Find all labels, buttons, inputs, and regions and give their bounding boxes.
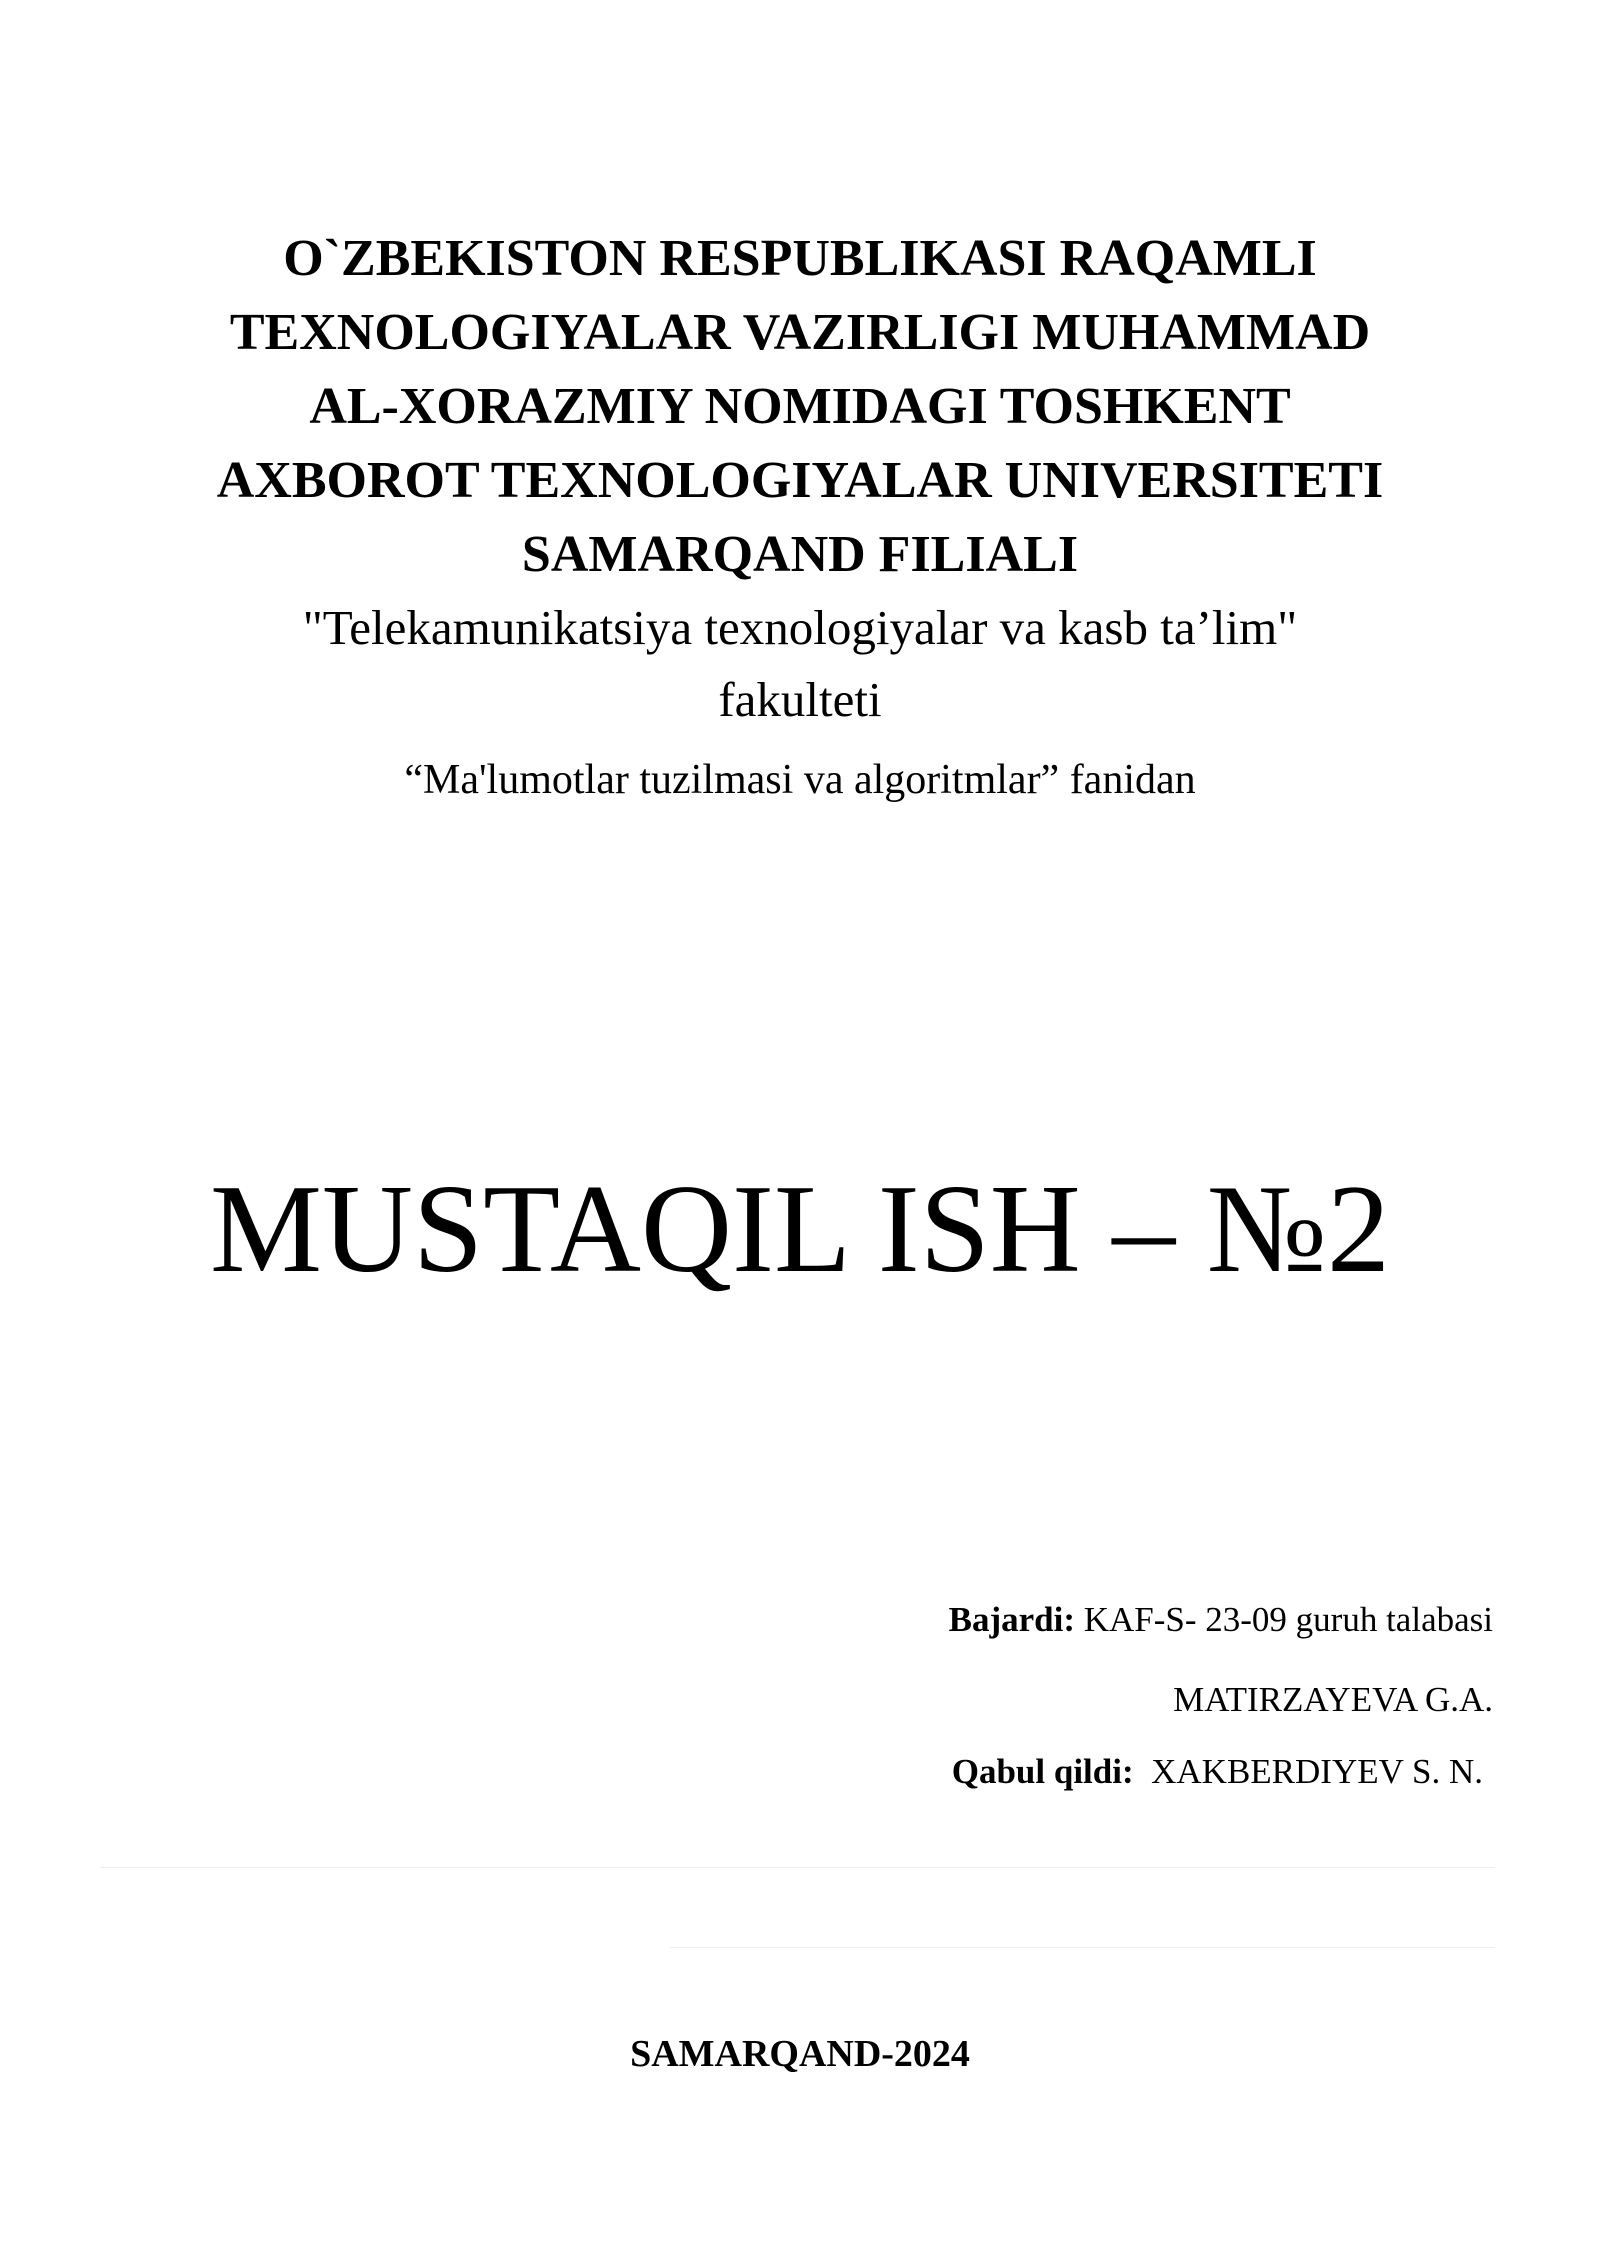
performed-value: KAF-S- 23-09 guruh talabasi [1083,1600,1493,1639]
student-name: MATIRZAYEVA G.A. [1173,1680,1493,1719]
university-name-line-1: O`ZBEKISTON RESPUBLIKASI RAQAMLI [283,230,1317,287]
divider-line-2 [670,1947,1495,1948]
performed-label: Bajardi: [948,1600,1075,1639]
header-block [100,222,1500,810]
subject-line: “Ma'lumotlar tuzilmasi va algoritmlar” fanidan [404,757,1196,803]
university-name-line-4: AXBOROT TEXNOLOGIYALAR UNIVERSITETI [216,452,1384,509]
university-name-line-5: SAMARQAND FILIALI [521,526,1079,583]
faculty-name-line-2: fakulteti [718,672,882,727]
faculty-name-line-1: "Telekamunikatsiya texnologiyalar va kasb ta’lim" [302,600,1298,655]
accepted-row [952,1752,1483,1792]
accepted-value: XAKBERDIYEV S. N. [1151,1752,1483,1791]
performed-row [949,1600,1493,1640]
accepted-label: Qabul qildi: [951,1752,1134,1791]
student-name-row [1173,1680,1493,1720]
document-title: MUSTAQIL ISH – №2 [210,1160,1390,1299]
university-name-line-2: TEXNOLOGIYALAR VAZIRLIGI MUHAMMAD [229,304,1371,361]
divider-line-1 [100,1867,1495,1868]
university-name-line-3: AL-XORAZMIY NOMIDAGI TOSHKENT [309,378,1291,435]
faculty-block [100,592,1500,736]
city-year: SAMARQAND-2024 [630,2033,970,2075]
